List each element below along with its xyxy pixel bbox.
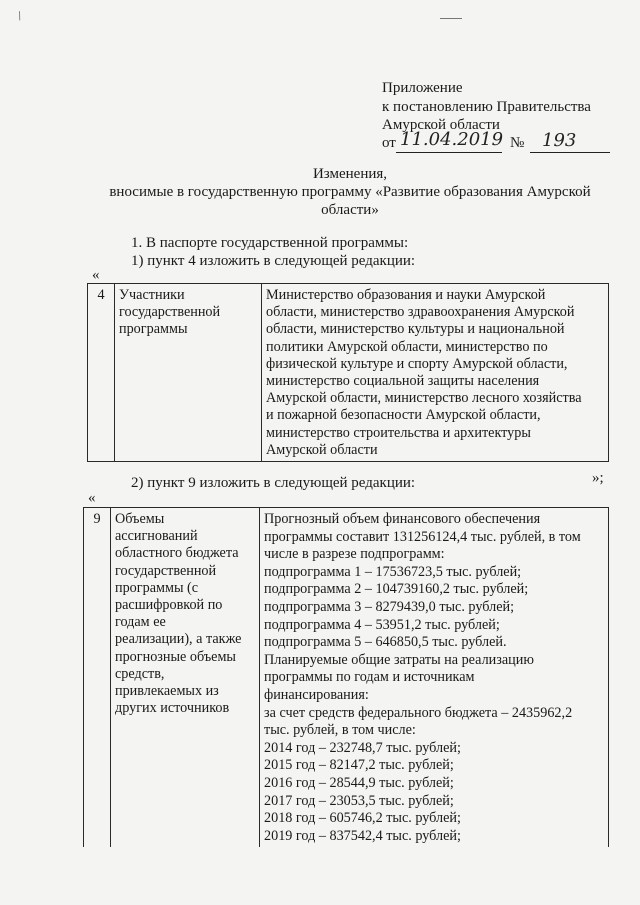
date-underline bbox=[396, 152, 502, 153]
number-underline bbox=[530, 152, 610, 153]
content-line: Планируемые общие затраты на реализацию bbox=[264, 651, 534, 668]
content-line: тыс. рублей, в том числе: bbox=[264, 722, 416, 739]
content-line: Амурской области, министерство лесного хозяйства bbox=[266, 390, 582, 407]
content-line: подпрограмма 1 – 17536723,5 тыс. рублей; bbox=[264, 563, 522, 580]
row-content bbox=[260, 508, 609, 848]
row-number: 9 bbox=[84, 508, 111, 848]
quote-close-1: »; bbox=[592, 470, 604, 486]
label-line: областного бюджета bbox=[115, 545, 239, 562]
label-line: государственной bbox=[119, 304, 221, 321]
content-line: подпрограмма 5 – 646850,5 тыс. рублей. bbox=[264, 634, 507, 651]
label-line: программы (с bbox=[115, 579, 199, 596]
label-line: годам ее bbox=[115, 614, 166, 631]
item-1-text: 1) пункт 4 изложить в следующей редакции: bbox=[131, 253, 416, 269]
label-line: Участники bbox=[119, 287, 185, 303]
doc-title: Изменения, bbox=[312, 166, 388, 182]
region-name: Амурской области bbox=[382, 117, 500, 133]
label-line: реализации), а также bbox=[115, 631, 242, 648]
content-line: финансирования: bbox=[264, 686, 369, 703]
label-line: средств, bbox=[115, 665, 165, 682]
quote-open-2: « bbox=[88, 490, 96, 506]
label-line: ассигнований bbox=[115, 528, 198, 545]
content-line: области, министерство культуры и национальной bbox=[266, 321, 565, 338]
table-row bbox=[84, 508, 609, 848]
label-line: других источников bbox=[115, 700, 230, 717]
row-number: 4 bbox=[88, 284, 115, 462]
content-line: подпрограмма 2 – 104739160,2 тыс. рублей; bbox=[264, 581, 529, 598]
content-line: подпрограмма 4 – 53951,2 тыс. рублей; bbox=[264, 616, 500, 633]
row-label bbox=[115, 284, 262, 462]
quote-open-1: « bbox=[92, 267, 100, 283]
content-line: программы составит 131256124,4 тыс. рублей, в том bbox=[264, 528, 581, 545]
content-line: Министерство образования и науки Амурской bbox=[266, 287, 546, 303]
content-line: политики Амурской области, министерство по bbox=[266, 338, 548, 355]
doc-subtitle-cont: области» bbox=[321, 202, 379, 218]
label-line: прогнозные объемы bbox=[115, 648, 236, 665]
row-label bbox=[111, 508, 260, 848]
handwritten-date: 11.04.2019 bbox=[400, 129, 504, 150]
content-line: физической культуре и спорту Амурской области, bbox=[266, 355, 568, 372]
label-line: расшифровкой по bbox=[115, 597, 223, 614]
content-line: 2016 год – 28544,9 тыс. рублей; bbox=[264, 774, 454, 791]
doc-subtitle: вносимые в государственную программу «Развитие образования Амурской bbox=[109, 184, 591, 200]
content-line: и пожарной безопасности Амурской области, bbox=[266, 407, 541, 424]
stray-mark: / bbox=[15, 7, 24, 24]
content-line: Прогнозный объем финансового обеспечения bbox=[264, 511, 541, 527]
label-line: программы bbox=[119, 321, 188, 338]
content-line: за счет средств федерального бюджета – 2435962,2 bbox=[264, 704, 573, 721]
content-line: числе в разрезе подпрограмм: bbox=[264, 546, 445, 563]
row-content bbox=[262, 284, 609, 462]
content-line: 2015 год – 82147,2 тыс. рублей; bbox=[264, 757, 454, 774]
content-line: области, министерство здравоохранения Амурской bbox=[266, 304, 575, 321]
content-line: 2014 год – 232748,7 тыс. рублей; bbox=[264, 739, 461, 756]
appendix-label: Приложение bbox=[382, 80, 463, 96]
table-funding bbox=[83, 507, 609, 847]
resolution-ref: к постановлению Правительства bbox=[382, 99, 591, 115]
content-line: министерство социальной защиты населения bbox=[266, 373, 540, 390]
item-2-text: 2) пункт 9 изложить в следующей редакции: bbox=[131, 475, 416, 491]
stray-line bbox=[440, 18, 462, 19]
content-line: 2019 год – 837542,4 тыс. рублей; bbox=[264, 827, 461, 844]
content-line: подпрограмма 3 – 8279439,0 тыс. рублей; bbox=[264, 598, 515, 615]
label-line: государственной bbox=[115, 562, 217, 579]
number-label: № bbox=[510, 135, 525, 151]
table-participants bbox=[87, 283, 609, 462]
label-line: привлекаемых из bbox=[115, 683, 219, 700]
content-line: Амурской области bbox=[266, 441, 378, 458]
content-line: министерство строительства и архитектуры bbox=[266, 424, 531, 441]
table-row bbox=[88, 284, 609, 462]
content-line: 2018 год – 605746,2 тыс. рублей; bbox=[264, 810, 461, 827]
content-line: 2017 год – 23053,5 тыс. рублей; bbox=[264, 792, 454, 809]
content-line: программы по годам и источникам bbox=[264, 669, 475, 686]
section-heading: 1. В паспорте государственной программы: bbox=[131, 235, 409, 251]
handwritten-number: 193 bbox=[542, 130, 577, 151]
date-label: от bbox=[382, 135, 396, 151]
label-line: Объемы bbox=[115, 511, 165, 527]
